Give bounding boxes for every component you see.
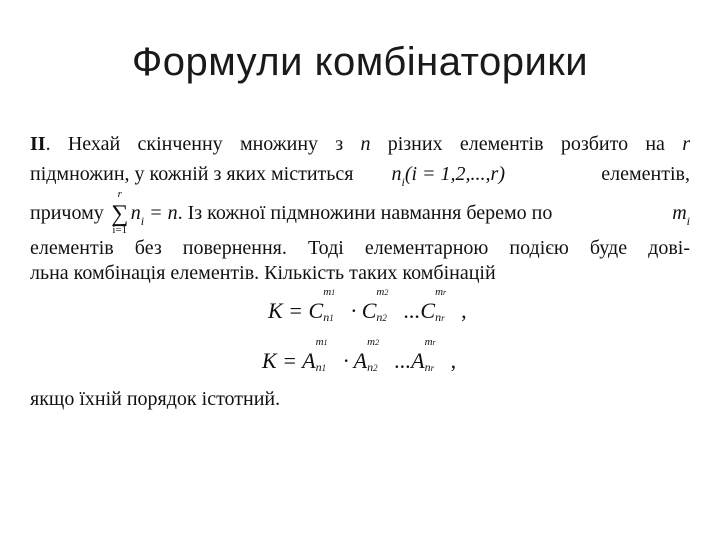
formula-superscript: m2 bbox=[376, 286, 389, 298]
math-var: r bbox=[682, 133, 690, 155]
formula-superscript: mr bbox=[424, 336, 436, 348]
formula-lhs: K = C bbox=[268, 298, 324, 323]
math-subscript: i bbox=[140, 214, 145, 229]
section-number: II bbox=[30, 133, 46, 155]
formula-superscript: mr bbox=[435, 286, 447, 298]
formula-subscript: n2 bbox=[367, 360, 378, 374]
paragraph-line-4 bbox=[30, 237, 690, 260]
formula-punctuation: , bbox=[461, 298, 467, 323]
text-segment: різних елементів розбито на bbox=[370, 133, 683, 155]
sum-upper-limit: r bbox=[117, 188, 122, 200]
sum-lower-limit: i=1 bbox=[112, 224, 128, 236]
paragraph-line-2 bbox=[30, 163, 690, 190]
math-expression: = n bbox=[144, 202, 178, 225]
math-expression: (i = 1,2,...,r) bbox=[404, 163, 505, 185]
formula-ellipsis: ...C bbox=[398, 298, 436, 323]
formula-operator: · A bbox=[337, 348, 368, 373]
formula-subscript: nr bbox=[435, 310, 445, 324]
text-segment: причому bbox=[30, 202, 104, 225]
formula-ellipsis: ...A bbox=[389, 348, 425, 373]
formula-subscript: n1 bbox=[315, 360, 327, 374]
paragraph-line-3 bbox=[30, 188, 690, 236]
text-segment: підмножин, у кожній з яких міститься bbox=[30, 163, 354, 185]
formula-superscript: m2 bbox=[367, 336, 380, 348]
text-segment: . Із кожної підмножини навмання беремо по bbox=[177, 202, 553, 225]
math-var: n bbox=[391, 163, 402, 185]
text-segment: елементів без повернення. Тоді елементарною подією буде дові- bbox=[30, 237, 690, 259]
formula-subscript: n2 bbox=[376, 310, 387, 324]
math-var: n bbox=[360, 133, 371, 155]
paragraph-line-1 bbox=[30, 133, 690, 156]
formula-subscript: nr bbox=[424, 360, 435, 374]
text-segment: якщо їхній порядок істотний. bbox=[30, 388, 281, 410]
formula-punctuation: , bbox=[450, 348, 457, 373]
math-var: m bbox=[672, 202, 687, 224]
formula-combinations bbox=[268, 286, 467, 324]
math-subscript: i bbox=[401, 175, 405, 189]
math-var: n bbox=[130, 202, 141, 225]
summation bbox=[109, 188, 131, 236]
formula-operator: · C bbox=[345, 298, 377, 323]
formula-superscript: m1 bbox=[315, 336, 328, 348]
text-segment: льна комбінація елементів. Кількість таких комбінацій bbox=[30, 262, 496, 284]
formula-lhs: K = A bbox=[262, 348, 316, 373]
text-segment: . Нехай скінченну множину з bbox=[45, 133, 361, 155]
formula-subscript: n1 bbox=[323, 310, 334, 324]
formula-arrangements bbox=[262, 336, 457, 374]
paragraph-closing bbox=[30, 388, 280, 411]
sigma-symbol: ∑ bbox=[111, 201, 129, 227]
formula-superscript: m1 bbox=[323, 286, 336, 298]
slide-title: Формули комбінаторики bbox=[131, 40, 589, 84]
math-subscript: i bbox=[686, 214, 690, 228]
paragraph-line-5 bbox=[30, 262, 496, 285]
text-segment: елементів, bbox=[601, 163, 690, 185]
